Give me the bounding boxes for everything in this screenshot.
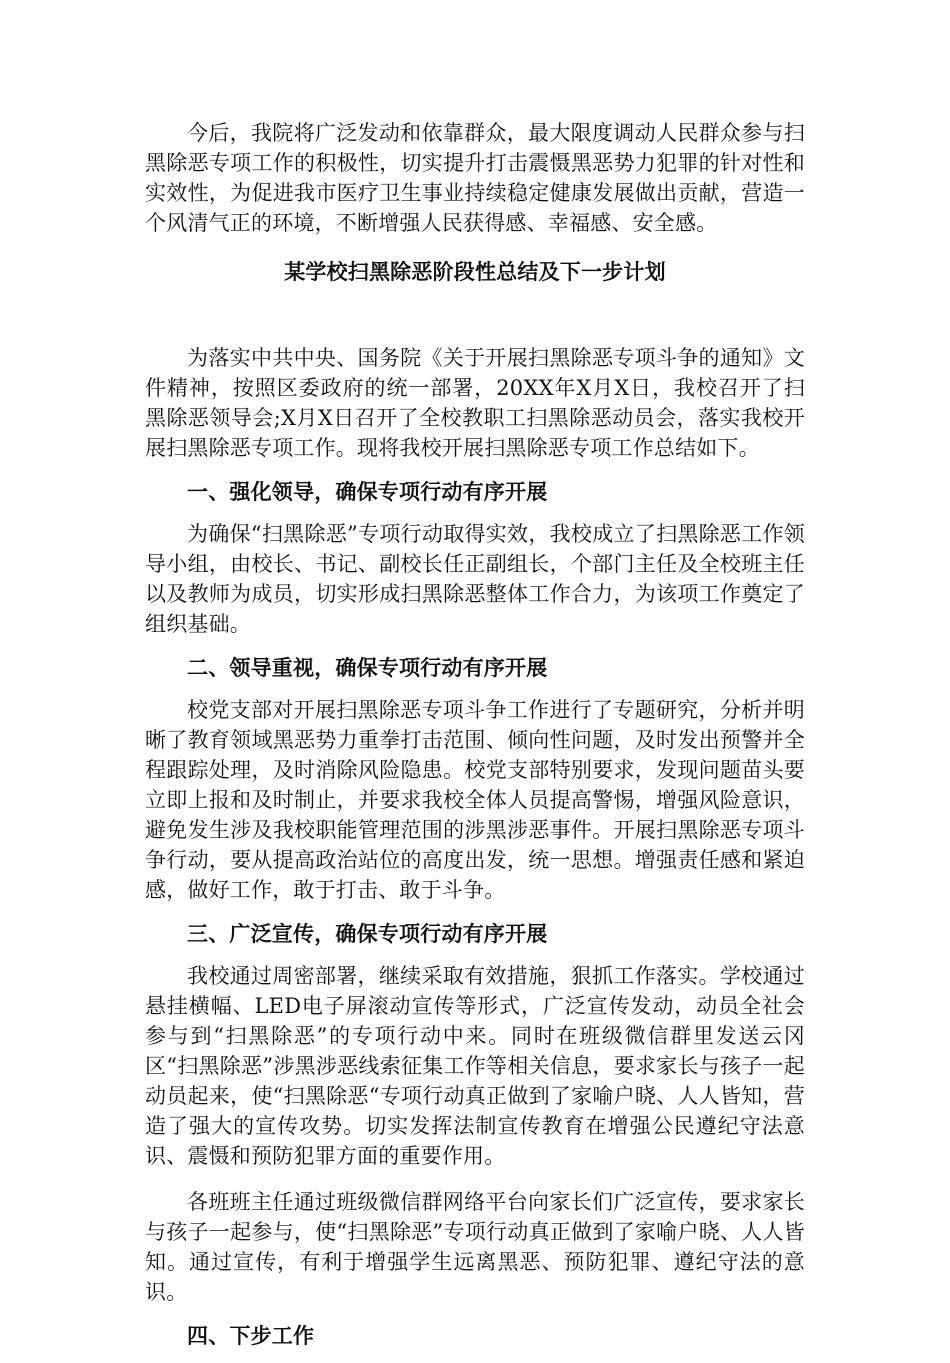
section-heading-2: 二、领导重视，确保专项行动有序开展: [187, 656, 548, 680]
lead-paragraph: 为落实中共中央、国务院《关于开展扫黑除恶专项斗争的通知》文件精神，按照区委政府的统一部署，20XX年X月X日，我校召开了扫黑除恶领导会;X月X日召开了全校教职工扫黑除恶动员会，落实我校开展扫黑除恶专项工作。现将我校开展扫黑除恶专项工作总结如下。: [145, 346, 805, 460]
document-content: [145, 118, 805, 1363]
section-heading-1: 一、强化领导，确保专项行动有序开展: [187, 480, 548, 504]
section-2-paragraph-1: 校党支部对开展扫黑除恶专项斗争工作进行了专题研究，分析并明晰了教育领域黑恶势力重拳打击范围、倾向性问题，及时发出预警并全程跟踪处理，及时消除风险隐患。校党支部特别要求，发现问题苗头要立即上报和及时制止，并要求我校全体人员提高警惕，增强风险意识，避免发生涉及我校职能管理范围的涉黑涉恶事件。开展扫黑除恶专项斗争行动，要从提高政治站位的高度出发，统一思想。增强责任感和紧迫感，做好工作，敢于打击、敢于斗争。: [145, 698, 805, 902]
section-3-paragraph-1: 我校通过周密部署，继续采取有效措施，狠抓工作落实。学校通过悬挂横幅、LED电子屏滚动宣传等形式，广泛宣传发动，动员全社会参与到“扫黑除恶”的专项行动中来。同时在班级微信群里发送云冈区“扫黑除恶”涉黑涉恶线索征集工作等相关信息，要求家长与孩子一起动员起来，使“扫黑除恶“专项行动真正做到了家喻户晓、人人皆知，营造了强大的宣传攻势。切实发挥法制宣传教育在增强公民遵纪守法意识、震慑和预防犯罪方面的重要作用。: [145, 964, 805, 1168]
intro-paragraph: 今后，我院将广泛发动和依靠群众，最大限度调动人民群众参与扫黑除恶专项工作的积极性，切实提升打击震慑黑恶势力犯罪的针对性和实效性，为促进我市医疗卫生事业持续稳定健康发展做出贡献，营造一个风清气正的环境，不断增强人民获得感、幸福感、安全感。: [145, 121, 805, 235]
section-1-paragraph-1: 为确保“扫黑除恶”专项行动取得实效，我校成立了扫黑除恶工作领导小组，由校长、书记、副校长任正副组长，个部门主任及全校班主任以及教师为成员，切实形成扫黑除恶整体工作合力，为该项工作奠定了组织基础。: [145, 522, 805, 636]
section-heading-3: 三、广泛宣传，确保专项行动有序开展: [187, 922, 548, 946]
document-title: 某学校扫黑除恶阶段性总结及下一步计划: [284, 260, 666, 284]
section-3-paragraph-2: 各班班主任通过班级微信群网络平台向家长们广泛宣传，要求家长与孩子一起参与，使“扫黑除恶”专项行动真正做到了家喻户晓、人人皆知。通过宣传，有利于增强学生远离黑恶、预防犯罪、遵纪守法的意识。: [145, 1190, 805, 1304]
section-heading-4: 四、下步工作: [187, 1324, 315, 1348]
